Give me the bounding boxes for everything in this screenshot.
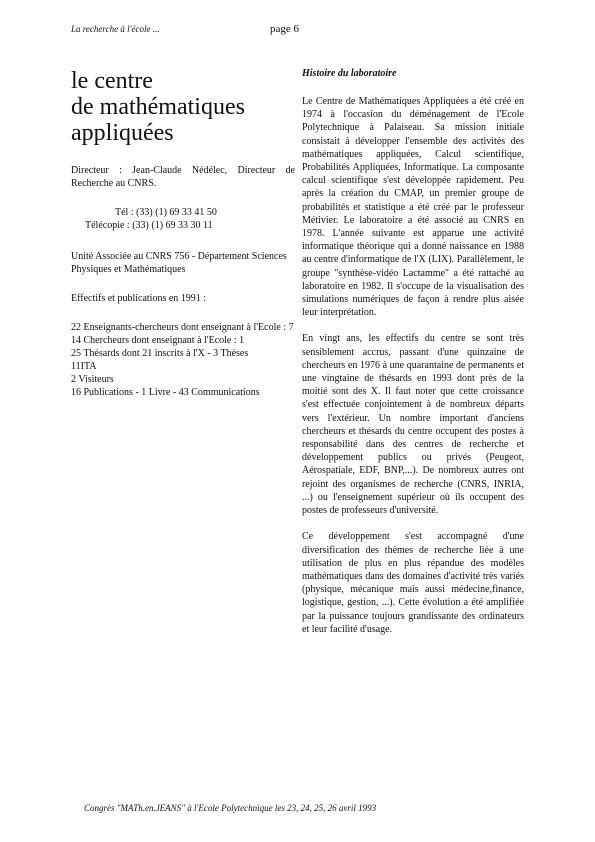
paragraph: Ce développement s'est accompagné d'une diversification des thèmes de recherche liée à une utilisation de plus en plus répandue des modèles mathématiques dans des domaines d'activité très variés (physique, mécanique mais aussi médecine,finance, logistique, gestion, ...). Cette évolution a été amplifiée par la puissance toujours grandissante des ordinateurs et leur facilité d'usage. xyxy=(302,531,524,635)
left-column xyxy=(71,68,295,399)
list-item: 22 Enseignants-chercheurs dont enseignant à l'Ecole : 7 xyxy=(71,322,294,333)
page-number: page 6 xyxy=(270,23,300,35)
unit-info: Unité Associée au CNRS 756 - Département Sciences Physiques et Mathématiques xyxy=(71,251,287,275)
paragraph: Le Centre de Mathématiques Appliquées a été créé en 1974 à l'occasion du déménagement de l'Ecole Polytechnique à Palaiseau. Sa mission initiale consistait à développer l'ensemble des activités des mathématiques appliquées, Calcul scientifique, Probabilités Appliquées, Informatique. La composante calcul scientifique s'est développée rapidement. Peu après la création du CMAP, un premier groupe de probabilités et statistique a été créé par le professeur Métivier. Le laboratoire a été associé au CNRS en 1978. L'année suivante est apparue une activité informatique théorique qui a donné naissance en 1988 au centre d'informatique de l'X (LIX). Parallèlement, le groupe "synthèse-vidéo Lactamme" a été rattaché au laboratoire en 1982. Il s'occupe de la visualisation des simulations numériques de façon à rendre plus aisée leur interprétation. xyxy=(302,96,524,319)
stats-heading: Effectifs et publications en 1991 : xyxy=(71,293,207,304)
list-item: 11ITA xyxy=(71,361,97,372)
running-header: La recherche à l'école ... xyxy=(71,24,160,34)
page-footer: Congrès "MATh.en.JEANS" à l'Ecole Polytechnique les 23, 24, 25, 26 avril 1993 xyxy=(84,803,377,813)
phone-number: Tél : (33) (1) 69 33 41 50 xyxy=(115,207,217,218)
title-line: appliquées xyxy=(71,120,174,146)
title-line: de mathématiques xyxy=(71,94,245,120)
title-line: le centre xyxy=(71,68,153,94)
director-info: Directeur : Jean-Claude Nédélec, Directeur de Recherche au CNRS. xyxy=(71,165,295,189)
page-title xyxy=(71,68,295,146)
fax-number: Télécopie : (33) (1) 69 33 30 11 xyxy=(85,220,213,231)
stats-list xyxy=(71,321,295,399)
section-title: Histoire du laboratoire xyxy=(302,68,397,79)
paragraph: En vingt ans, les effectifs du centre se sont très sensiblement accrus, passant d'une quinzaine de chercheurs en 1976 à une quarantaine de permanents et une vingtaine de thésards en 1993 dont près de la moitié sont des X. Il faut noter que cette croissance s'est effectuée conjointement à de nombreux départs vers l'extérieur. Un nombre important d'anciens chercheurs et thésards du centre occupent des postes à responsabilité dans des centres de recherche et développement publics ou privés (Peugeot, Aérospatiale, EDF, BNP,...). De nombreux autres ont rejoint des organismes de recherche (CNRS, INRIA, ...) ou l'enseignement supérieur où ils occupent des postes de professeurs d'université. xyxy=(302,333,524,517)
right-column xyxy=(302,68,524,649)
list-item: 25 Thésards dont 21 inscrits à l'X - 3 Thèses xyxy=(71,348,249,359)
list-item: 2 Visiteurs xyxy=(71,374,114,385)
list-item: 14 Chercheurs dont enseignant à l'Ecole : 1 xyxy=(71,335,245,346)
list-item: 16 Publications - 1 Livre - 43 Communications xyxy=(71,387,260,398)
contact-block xyxy=(71,206,295,232)
